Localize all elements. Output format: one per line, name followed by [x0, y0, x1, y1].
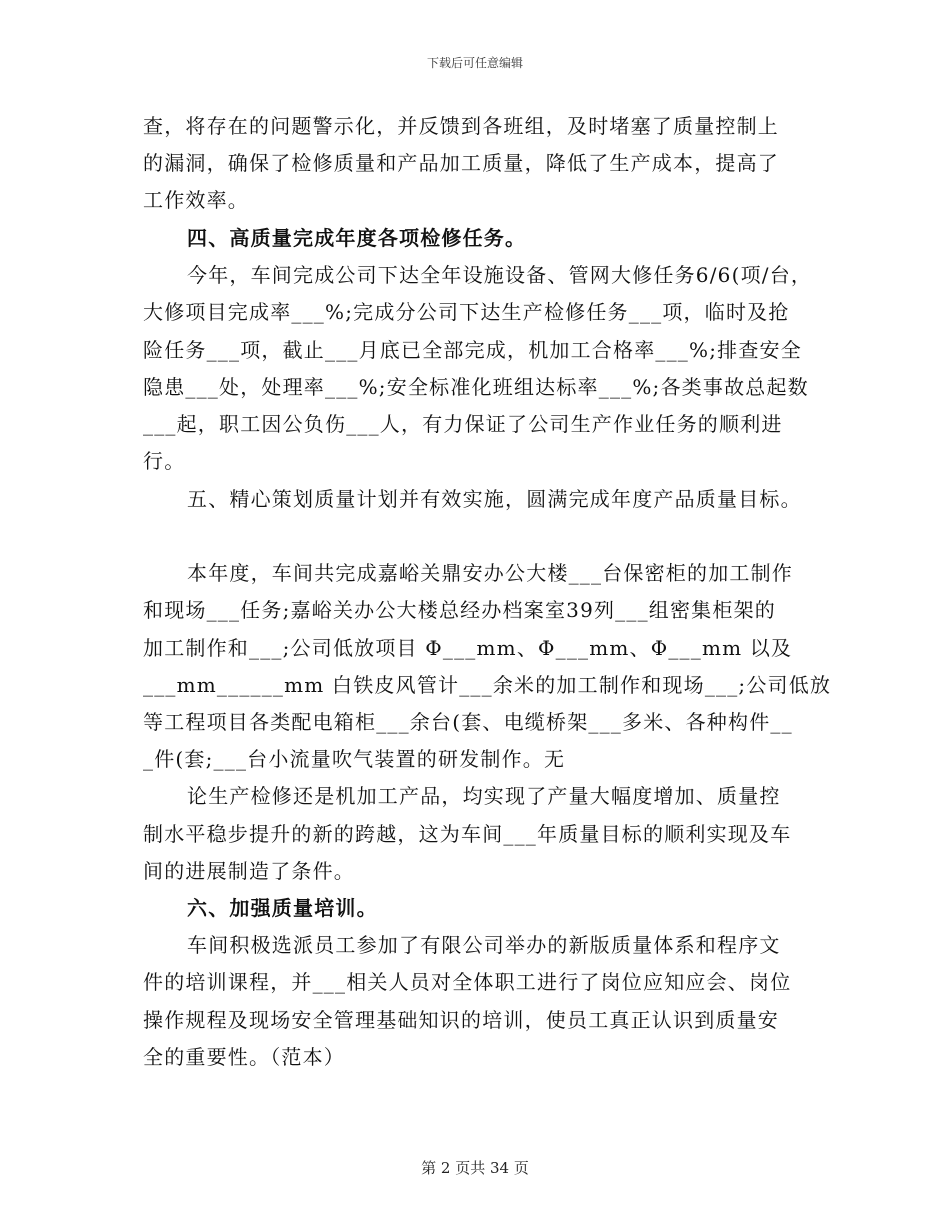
text-line: 险任务___项，截止___月底已全部完成，机加工合格率___%;排查安全 — [143, 338, 802, 362]
text-line: 今年，车间完成公司下达全年设施设备、管网大修任务6/6(项/台， — [187, 263, 813, 287]
text-line: 等工程项目各类配电箱柜___余台(套、电缆桥架___多米、各种构件__ — [143, 710, 793, 734]
text-line: 本年度，车间共完成嘉峪关鼎安办公大楼___台保密柜的加工制作 — [187, 561, 793, 585]
text-line: 车间积极选派员工参加了有限公司举办的新版质量体系和程序文 — [187, 933, 781, 957]
text-line: 论生产检修还是机加工产品，均实现了产量大幅度增加、质量控 — [187, 784, 781, 808]
text-line: 的漏洞，确保了检修质量和产品加工质量，降低了生产成本，提高了 — [143, 151, 779, 175]
section-heading-6: 六、加强质量培训。 — [187, 896, 378, 920]
text-line: 制水平稳步提升的新的跨越，这为车间___年质量目标的顺利实现及车 — [143, 822, 792, 846]
text-line: 间的进展制造了条件。 — [143, 859, 355, 883]
text-line: 和现场___任务;嘉峪关办公大楼总经办档案室39列___组密集柜架的 — [143, 598, 776, 622]
page-header-note: 下载后可任意编辑 — [426, 56, 523, 70]
text-line: _件(套;___台小流量吹气装置的研发制作。无 — [143, 747, 566, 771]
text-line: 大修项目完成率___%;完成分公司下达生产检修任务___项，临时及抢 — [143, 300, 790, 324]
text-line: 操作规程及现场安全管理基础知识的培训，使员工真正认识到质量安 — [143, 1008, 779, 1032]
text-line: 工作效率。 — [143, 188, 249, 212]
text-line: 件的培训课程，并___相关人员对全体职工进行了岗位应知应会、岗位 — [143, 970, 792, 994]
section-heading-4: 四、高质量完成年度各项检修任务。 — [187, 226, 527, 250]
text-line: 全的重要性。（范本） — [143, 1045, 345, 1069]
page-number: 第 2 页共 34 页 — [421, 1159, 529, 1177]
text-line: ___起，职工因公负伤___人，有力保证了公司生产作业任务的顺利进 — [143, 412, 783, 436]
section-heading-5: 五、精心策划质量计划并有效实施，圆满完成年度产品质量目标。 — [187, 487, 802, 511]
text-line: 隐患___处，处理率___%;安全标准化班组达标率___%;各类事故总起数 — [143, 375, 809, 399]
text-line: 加工制作和___;公司低放项目 Φ___mm、Φ___mm、Φ___mm 以及 — [143, 636, 793, 660]
text-line: 行。 — [143, 449, 186, 473]
text-line: 查，将存在的问题警示化，并反馈到各班组，及时堵塞了质量控制上 — [143, 114, 779, 138]
text-line: ___mm______mm 白铁皮风管计___余米的加工制作和现场___;公司低放 — [143, 673, 832, 697]
